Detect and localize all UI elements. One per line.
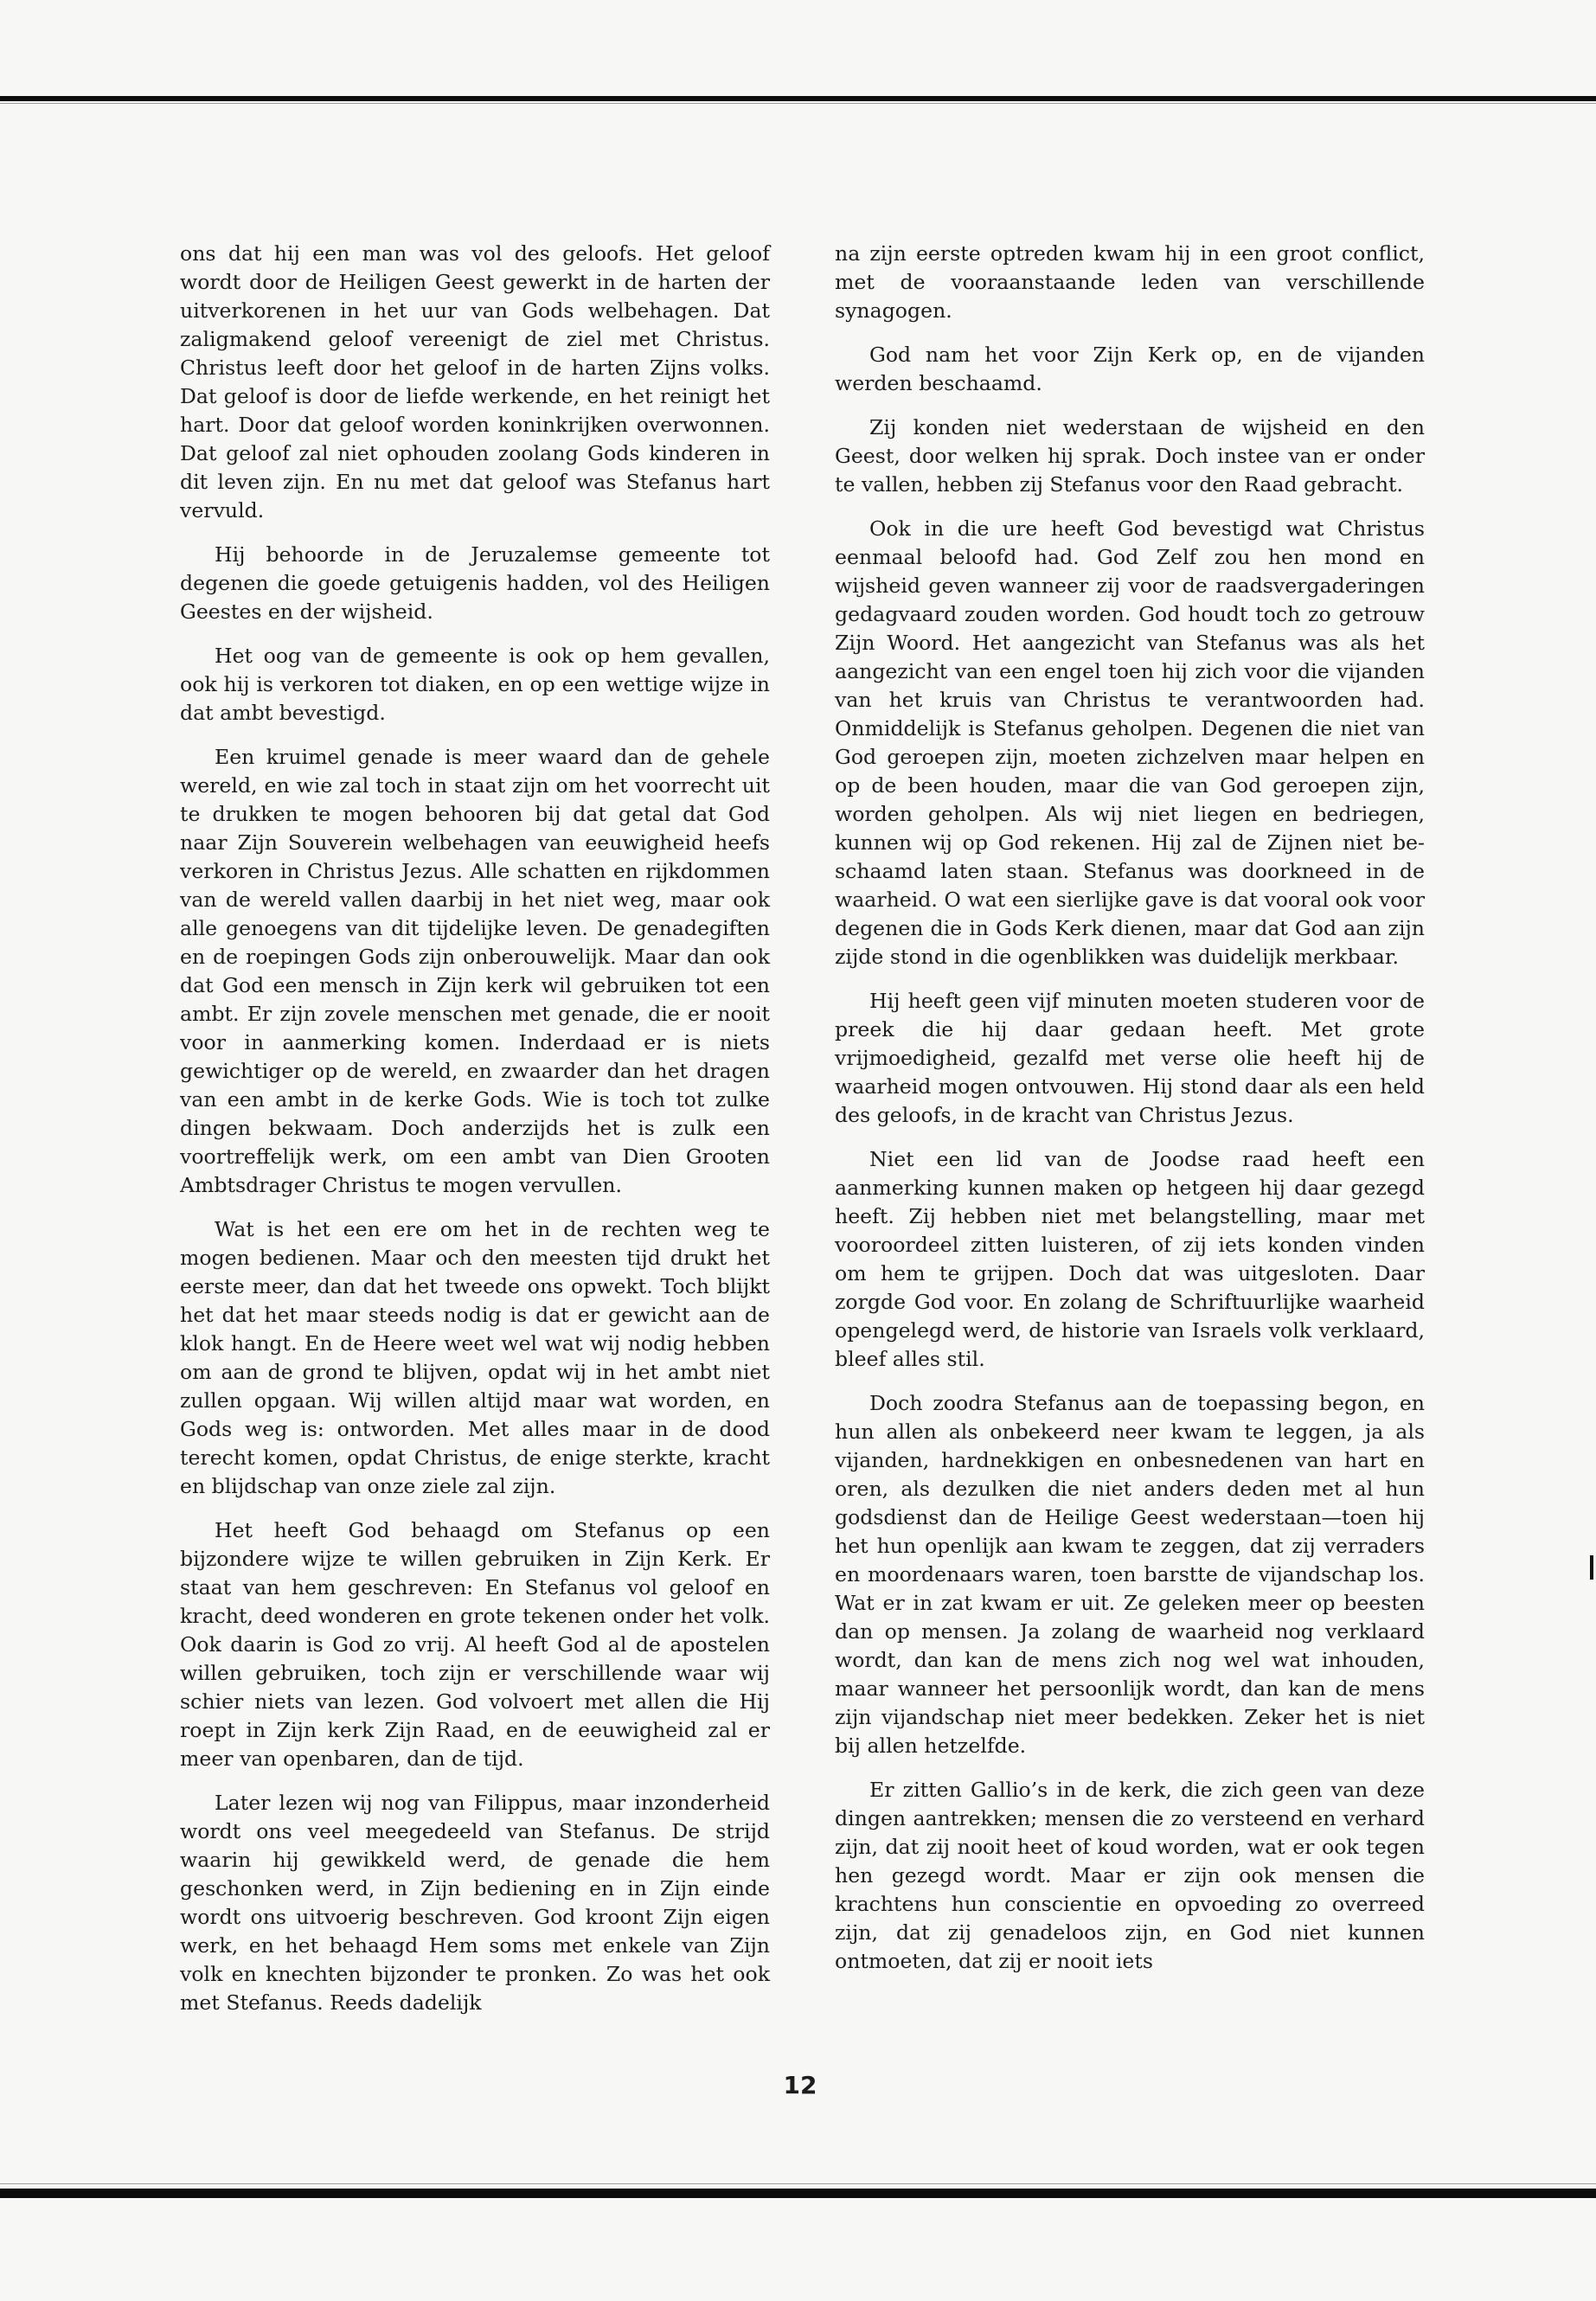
paragraph: na zijn eerste optreden kwam hij in een groot conflict, met de vooraanstaande leden van verschillende synagogen. (835, 241, 1425, 323)
bottom-rule-thin (0, 2183, 1596, 2184)
paragraph: Later lezen wij nog van Filippus, maar inzonderheid wordt ons veel meegedeeld van Stefanus. De strijd waarin hij gewikkeld werd, de genade die hem geschonken werd, in Zijn bediening en in Zijn einde wordt ons uitvoerig beschreven. God kroont Zijn eigen werk, en het behaagd Hem soms met enkele van Zijn volk en knechten bijzonder te pronken. Zo was het ook met Stefanus. Reeds dadelijk (180, 1791, 770, 2015)
scan-edge-mark (1590, 1555, 1593, 1580)
paragraph: Hij heeft geen vijf minuten moeten studeren voor de preek die hij daar gedaan heeft. Met grote vrijmoedigheid, gezalfd met verse olie heeft hij de waarheid mogen ontvouwen. Hij stond daar als een held des geloofs, in de kracht van Christus Jezus. (835, 989, 1425, 1127)
paragraph: Het heeft God behaagd om Stefanus op een bijzondere wijze te willen gebruiken in Zijn Kerk. Er staat van hem geschreven: En Stefanus vol geloof en kracht, deed wonderen en grote tekenen onder het volk. Ook daarin is God zo vrij. Al heeft God al de apostelen willen gebruiken, toch zijn er verschillende waar wij schier niets van lezen. God volvoert met allen die Hij roept in Zijn kerk Zijn Raad, en de eeuwigheid zal er meer van openbaren, dan de tijd. (180, 1518, 770, 1771)
paragraph: Het oog van de gemeente is ook op hem gevallen, ook hij is verkoren tot diaken, en op een wettige wijze in dat ambt bevestigd. (180, 644, 770, 725)
bottom-rule (0, 2189, 1596, 2198)
left-column (180, 240, 770, 2033)
paragraph: God nam het voor Zijn Kerk op, en de vijanden werden beschaamd. (835, 343, 1425, 395)
paragraph: Er zitten Gallio’s in de kerk, die zich geen van deze dingen aantrekken; mensen die zo versteend en verhard zijn, dat zij nooit heet of koud worden, wat er ook tegen hen gezegd wordt. Maar er zijn ook mensen die krachtens hun conscientie en opvoeding zo overreed zijn, dat zij genadeloos zijn, en God niet kunnen ontmoeten, dat zij er nooit iets (835, 1778, 1425, 1973)
paragraph: ons dat hij een man was vol des geloofs. Het geloof wordt door de Heiligen Geest gewerkt in de harten der uitverkorenen in het uur van Gods welbehagen. Dat zaligmakend geloof vereenigt de ziel met Christus. Christus leeft door het geloof in de harten Zijns volks. Dat geloof is door de liefde werkende, en het reinigt het hart. Door dat geloof worden koninkrijken overwonnen. Dat geloof zal niet ophouden zoolang Gods kinderen in dit leven zijn. En nu met dat geloof was Stefanus hart vervuld. (180, 241, 770, 522)
page-number: 12 (783, 2071, 817, 2099)
paragraph: Hij behoorde in de Jeruzalemse gemeente tot degenen die goede getuigenis hadden, vol des Heiligen Geestes en der wijsheid. (180, 542, 770, 624)
paragraph: Ook in die ure heeft God bevestigd wat Christus eenmaal beloofd had. God Zelf zou hen mond en wijsheid geven wanneer zij voor de raadsvergaderingen gedagvaard zouden worden. God houdt toch zo getrouw Zijn Woord. Het aangezicht van Stefanus was als het aangezicht van een engel toen hij zich voor die vijanden van het kruis van Christus te verantwoorden had. Onmiddelijk is Stefanus geholpen. Degenen die niet van God geroepen zijn, moeten zichzelven maar helpen en op de been houden, maar die van God geroepen zijn, worden geholpen. Als wij niet liegen en bedriegen, kunnen wij op God rekenen. Hij zal de Zijnen niet beschaamd laten staan. Stefanus was doorkneed in de waarheid. O wat een sierlijke gave is dat vooral ook voor degenen die in Gods Kerk dienen, maar dat God aan zijn zijde stond in die ogenblikken was duidelijk merkbaar. (835, 516, 1425, 969)
top-rule (0, 96, 1596, 101)
paragraph: Zij konden niet wederstaan de wijsheid en den Geest, door welken hij sprak. Doch instee van er onder te vallen, hebben zij Stefanus voor den Raad gebracht. (835, 415, 1425, 497)
right-column (835, 240, 1425, 1991)
paragraph: Doch zoodra Stefanus aan de toepassing begon, en hun allen als onbekeerd neer kwam te leggen, ja als vijanden, hardnekkigen en onbesnedenen van hart en oren, als dezulken die niet anders deden met al hun godsdienst dan de Heilige Geest wederstaan—toen hij het hun openlijk aan kwam te zeggen, dat zij verraders en moordenaars waren, toen barstte de vijandschap los. Wat er in zat kwam er uit. Ze geleken meer op beesten dan op mensen. Ja zolang de waarheid nog verklaard wordt, dan kan de mens zich nog wel wat inhouden, maar wanneer het persoonlijk wordt, dan kan de mens zijn vijandschap niet meer bedekken. Zeker het is niet bij allen hetzelfde. (835, 1391, 1425, 1758)
paragraph: Niet een lid van de Joodse raad heeft een aanmerking kunnen maken op hetgeen hij daar gezegd heeft. Zij hebben niet met belangstelling, maar met vooroordeel zitten luisteren, of zij iets konden vinden om hem te grijpen. Doch dat was uitgesloten. Daar zorgde God voor. En zolang de Schriftuurlijke waarheid opengelegd werd, de historie van Israels volk verklaard, bleef alles stil. (835, 1147, 1425, 1371)
paragraph: Een kruimel genade is meer waard dan de gehele wereld, en wie zal toch in staat zijn om het voorrecht uit te drukken te mogen behooren bij dat getal dat God naar Zijn Souverein welbehagen van eeuwigheid heefs verkoren in Christus Jezus. Alle schatten en rijkdommen van de wereld vallen daarbij in het niet weg, maar ook alle genoegens van dit tijdelijke leven. De genadegiften en de roepingen Gods zijn onberouwelijk. Maar dan ook dat God een mensch in Zijn kerk wil gebruiken tot een ambt. Er zijn zovele menschen met genade, die er nooit voor in aanmerking komen. Inderdaad er is niets gewichtiger op de wereld, en zwaarder dan het dragen van een ambt in de kerke Gods. Wie is toch tot zulke dingen bekwaam. Doch anderzijds het is zulk een voortreffelijk werk, om een ambt van Dien Grooten Ambtsdrager Christus te mogen vervullen. (180, 745, 770, 1197)
top-rule-thin (0, 103, 1596, 104)
paragraph: Wat is het een ere om het in de rechten weg te mogen bedienen. Maar och den meesten tijd drukt het eerste meer, dan dat het tweede ons opwekt. Toch blijkt het dat het maar steeds nodig is dat er gewicht aan de klok hangt. En de Heere weet wel wat wij nodig hebben om aan de grond te blijven, opdat wij in het ambt niet zullen opgaan. Wij willen altijd maar wat worden, en Gods weg is: ontworden. Met alles maar in de dood terecht komen, opdat Christus, de enige sterkte, kracht en blijdschap van onze ziele zal zijn. (180, 1217, 770, 1498)
